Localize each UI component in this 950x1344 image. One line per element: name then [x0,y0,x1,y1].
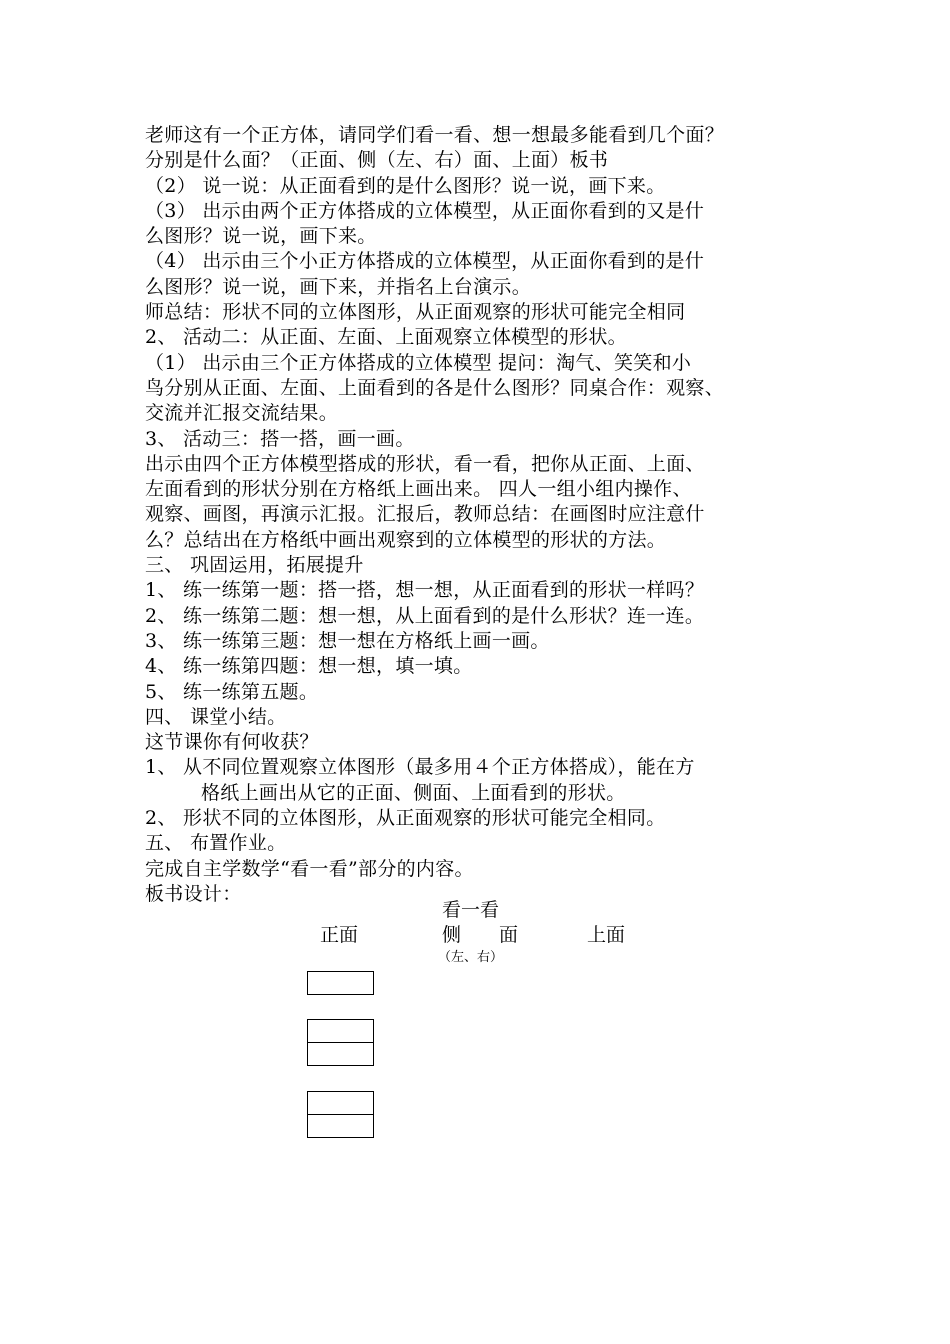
text-line: 3、 活动三：搭一搭，画一画。 [145,427,415,450]
board-label-side: 侧 [442,924,462,946]
lesson-text [145,123,845,907]
front-view-stack-bottom-square [307,1114,374,1138]
section-heading: 四、 课堂小结。 [145,705,287,728]
board-side-note: （左、右） [438,950,504,965]
front-view-stack-top-square [307,1019,374,1043]
text-line: 观察、画图，再演示汇报。汇报后，教师总结：在画图时应注意什 [145,503,705,526]
text-line: 师总结：形状不同的立体图形，从正面观察的形状可能完全相同 [145,301,686,324]
front-view-stack-bottom-square [307,1042,374,1066]
text-line: （1） 出示由三个正方体搭成的立体模型 提问：淘气、笑笑和小 [145,351,692,374]
text-line: 1、 从不同位置观察立体图形（最多用４个正方体搭成），能在方 [145,756,695,779]
text-line: 鸟分别从正面、左面、上面看到的各是什么图形？同桌合作：观察、 [145,376,725,399]
text-line: 板书设计： [145,882,242,905]
text-line: 格纸上画出从它的正面、侧面、上面看到的形状。 [201,781,626,804]
text-line: 这节课你有何收获？ [145,731,319,754]
text-line: 5、 练一练第五题。 [145,680,319,703]
text-line: 分别是什么面？（正面、侧（左、右）面、上面）板书 [145,149,609,172]
text-line: 2、 练一练第二题：想一想，从上面看到的是什么形状？连一连。 [145,604,705,627]
text-line: 4、 练一练第四题：想一想，填一填。 [145,655,473,678]
board-label-front: 正面 [320,924,359,946]
text-line: 1、 练一练第一题：搭一搭，想一想，从正面看到的形状一样吗？ [145,579,705,602]
board-label-side-face: 面 [499,924,519,946]
text-line: 么？总结出在方格纸中画出观察到的立体模型的形状的方法。 [145,528,667,551]
section-heading: 五、 布置作业。 [145,832,287,855]
text-line: 么图形？说一说，画下来，并指名上台演示。 [145,275,532,298]
text-line: 么图形？说一说，画下来。 [145,225,377,248]
text-line: 3、 练一练第三题：想一想在方格纸上画一画。 [145,629,550,652]
front-view-stack-top-square [307,1091,374,1115]
text-line: （3） 出示由两个正方体搭成的立体模型，从正面你看到的又是什 [145,199,705,222]
text-line: 左面看到的形状分别在方格纸上画出来。 四人一组小组内操作、 [145,478,692,501]
text-line: 2、 活动二：从正面、左面、上面观察立体模型的形状。 [145,326,627,349]
board-label-top: 上面 [587,924,626,946]
text-line: 交流并汇报交流结果。 [145,402,339,425]
text-line: 2、 形状不同的立体图形，从正面观察的形状可能完全相同。 [145,807,666,830]
text-line: （2） 说一说：从正面看到的是什么图形？说一说，画下来。 [145,174,666,197]
text-line: 完成自主学数学“看一看”部分的内容。 [145,857,474,880]
section-heading: 三、 巩固运用，拓展提升 [145,554,364,577]
board-title: 看一看 [442,899,500,921]
front-view-single-square [307,971,374,995]
text-line: 老师这有一个正方体，请同学们看一看、想一想最多能看到几个面？ [145,124,725,146]
text-line: 出示由四个正方体模型搭成的形状，看一看，把你从正面、上面、 [145,452,705,475]
text-line: （4） 出示由三个小正方体搭成的立体模型，从正面你看到的是什 [145,250,705,273]
